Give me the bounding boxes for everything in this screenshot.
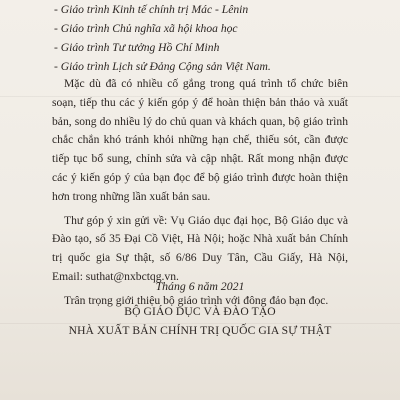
list-item: - Giáo trình Tư tưởng Hồ Chí Minh [54, 41, 220, 54]
paragraph-limitations: Mặc dù đã có nhiều cố gắng trong quá trình tổ chức biên soạn, tiếp thu các ý kiến góp ý để hoàn thiện bản thảo và xuất bản, song do nhiều lý do chủ quan và khách quan, bộ giáo trình chắc chắn khó tránh khỏi những hạn chế, thiếu sót, cần được tiếp tục bổ sung, chỉnh sửa và cập nhật. Rất mong nhận được các ý kiến góp ý của bạn đọc để bộ giáo trình được hoàn thiện hơn trong những lần xuất bản sau. [52, 77, 348, 203]
textbook-list [54, 0, 384, 76]
date-line: Tháng 6 năm 2021 [155, 279, 245, 293]
list-item: - Giáo trình Lịch sử Đảng Cộng sản Việt Nam. [54, 60, 271, 73]
list-item: - Giáo trình Kinh tế chính trị Mác - Lênin [54, 3, 249, 16]
list-item: - Giáo trình Chủ nghĩa xã hội khoa học [54, 22, 238, 35]
signature-block [0, 302, 400, 340]
signature-ministry: BỘ GIÁO DỤC VÀ ĐÀO TẠO [124, 305, 276, 318]
paragraph-introduction: Trân trọng giới thiệu bộ giáo trình với đông đảo bạn đọc. [64, 293, 329, 307]
paragraph-feedback-address: Thư góp ý xin gửi về: Vụ Giáo dục đại học, Bộ Giáo dục và Đào tạo, số 35 Đại Cồ Việt, Hà Nội; hoặc Nhà xuất bản Chính trị quốc gia Sự thật, số 6/86 Duy Tân, Cầu Giấy, Hà Nội, Email: suthat@nxbctqg.vn. [52, 213, 348, 283]
signature-publisher: NHÀ XUẤT BẢN CHÍNH TRỊ QUỐC GIA SỰ THẬT [68, 324, 332, 337]
